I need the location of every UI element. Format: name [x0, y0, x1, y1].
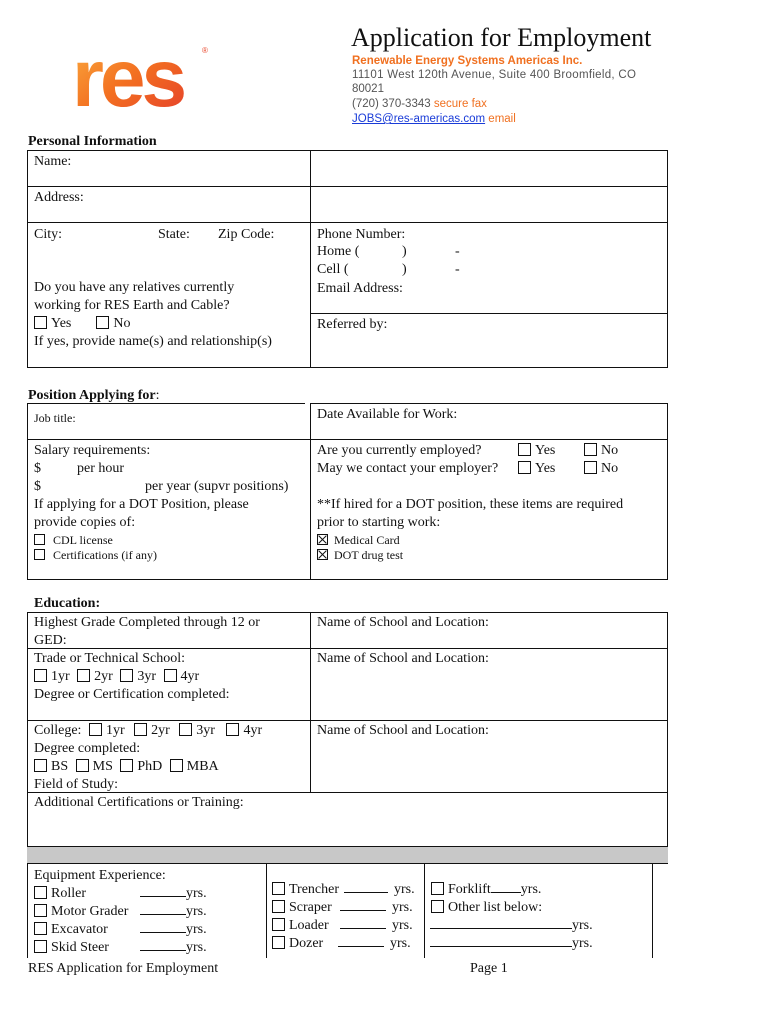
position-heading-colon: :: [155, 388, 160, 403]
employed-yes-checkbox[interactable]: [518, 443, 531, 456]
no-label: No: [601, 461, 619, 476]
roller-label: Roller: [51, 886, 86, 901]
relatives-question-1: Do you have any relatives currently: [34, 280, 235, 295]
yr4-label: 4yr: [180, 669, 200, 684]
other-2-input[interactable]: [430, 946, 572, 947]
equip-other: [431, 899, 542, 917]
yes-label: Yes: [535, 461, 556, 476]
motor-grader-label: Motor Grader: [51, 904, 129, 919]
loader-yrs-input[interactable]: [340, 928, 386, 929]
education-heading: Education:: [34, 596, 101, 611]
trencher-yrs: [344, 881, 415, 899]
dozer-yrs: [338, 935, 411, 953]
job-title-label: Job title:: [34, 411, 76, 425]
trencher-checkbox[interactable]: [272, 882, 285, 895]
position-heading-text: Position Applying for: [28, 388, 156, 403]
contact-yes-checkbox[interactable]: [518, 461, 531, 474]
excavator-label: Excavator: [51, 922, 108, 937]
other-line-1: [430, 917, 593, 935]
roller-yrs-input[interactable]: [140, 896, 186, 897]
medical-card-checkbox[interactable]: [317, 534, 328, 545]
college-2yr-checkbox[interactable]: [134, 723, 147, 736]
hs-school-location-label: Name of School and Location:: [317, 615, 489, 630]
equip-excavator: [34, 921, 108, 939]
trade-4yr-checkbox[interactable]: [164, 669, 177, 682]
drug-test-label: DOT drug test: [334, 548, 404, 562]
other-1-input[interactable]: [430, 928, 572, 929]
home-phone-label: Home (: [317, 244, 360, 259]
mba-checkbox[interactable]: [170, 759, 183, 772]
equip-forklift: [431, 881, 541, 899]
trade-years: [34, 668, 199, 686]
home-paren: ): [402, 244, 407, 259]
other-checkbox[interactable]: [431, 900, 444, 913]
equip-motor-grader: [34, 903, 128, 921]
employed-yes: [518, 442, 555, 460]
yrs-label: yrs.: [186, 940, 207, 955]
dot-required-1: **If hired for a DOT position, these items are required: [317, 497, 624, 512]
cell-phone-label: Cell (: [317, 262, 349, 277]
relatives-question-2: working for RES Earth and Cable?: [34, 298, 230, 313]
no-label: No: [113, 316, 131, 331]
salary-per-hour: [34, 460, 124, 478]
no-label: No: [601, 443, 619, 458]
yrs-label: yrs.: [186, 886, 207, 901]
trade-2yr-checkbox[interactable]: [77, 669, 90, 682]
ms-label: MS: [92, 759, 113, 774]
dollar-sign: $: [34, 461, 41, 476]
excavator-checkbox[interactable]: [34, 922, 47, 935]
field-of-study-label: Field of Study:: [34, 777, 119, 792]
name-input[interactable]: [312, 151, 666, 185]
yrs-label: yrs.: [186, 904, 207, 919]
yr2-label: 2yr: [151, 723, 170, 738]
cell-dash: -: [455, 262, 460, 277]
scraper-yrs-input[interactable]: [340, 910, 386, 911]
equip-skid-steer: [34, 939, 109, 957]
referred-label: Referred by:: [317, 317, 388, 332]
page-title: Application for Employment: [351, 23, 652, 52]
yrs-label: yrs.: [186, 922, 207, 937]
equip-roller: [34, 885, 86, 903]
dot-question-2: provide copies of:: [34, 515, 136, 530]
college-label: College:: [34, 723, 82, 738]
date-available-label: Date Available for Work:: [317, 407, 458, 422]
relatives-no-checkbox[interactable]: [96, 316, 109, 329]
phd-checkbox[interactable]: [120, 759, 133, 772]
phone-number-label: Phone Number:: [317, 227, 406, 242]
equip-scraper: [272, 899, 332, 917]
company-address-2: 80021: [352, 83, 384, 95]
college-years: [34, 722, 262, 740]
cell-paren: ): [402, 262, 407, 277]
salary-per-year: [34, 478, 288, 496]
cdl-checkbox[interactable]: [34, 534, 45, 545]
phone-value: (720) 370-3343: [352, 98, 431, 110]
relatives-question-3: If yes, provide name(s) and relationship(s): [34, 334, 272, 349]
equipment-heading: Equipment Experience:: [34, 868, 166, 883]
yr4-label: 4yr: [243, 723, 263, 738]
scraper-checkbox[interactable]: [272, 900, 285, 913]
trencher-yrs-input[interactable]: [344, 892, 388, 893]
yrs-label: yrs.: [520, 882, 542, 897]
bs-label: BS: [51, 759, 69, 774]
excavator-yrs-input[interactable]: [140, 932, 186, 933]
college-3yr-checkbox[interactable]: [179, 723, 192, 736]
registered-mark: ®: [202, 46, 208, 55]
yrs-label: yrs.: [394, 882, 415, 897]
state-label: State:: [158, 227, 190, 242]
college-4yr-checkbox[interactable]: [226, 723, 239, 736]
other-label: Other list below:: [448, 900, 543, 915]
salary-label: Salary requirements:: [34, 443, 151, 458]
ms-checkbox[interactable]: [76, 759, 89, 772]
trade-school-location-label: Name of School and Location:: [317, 651, 489, 666]
cert-option: [34, 546, 157, 564]
svg-text:res: res: [72, 38, 184, 118]
trade-1yr-checkbox[interactable]: [34, 669, 47, 682]
personal-heading: Personal Information: [28, 134, 157, 149]
yrs-label: yrs.: [572, 936, 593, 951]
yrs-label: yrs.: [572, 918, 593, 933]
yr1-label: 1yr: [105, 723, 125, 738]
email-label: email: [488, 113, 516, 125]
dot-required-2: prior to starting work:: [317, 515, 441, 530]
company-email: [352, 112, 516, 126]
zip-label: Zip Code:: [218, 227, 275, 242]
email-link[interactable]: JOBS@res-americas.com: [352, 113, 486, 125]
degree-completed-label: Degree completed:: [34, 741, 141, 756]
contact-no: [584, 460, 618, 478]
yr3-label: 3yr: [196, 723, 215, 738]
yrs-label: yrs.: [390, 936, 411, 951]
page-number: Page 1: [470, 961, 508, 976]
forklift-checkbox[interactable]: [431, 882, 444, 895]
yes-label: Yes: [51, 316, 72, 331]
employed-question: Are you currently employed?: [317, 443, 482, 458]
yes-label: Yes: [535, 443, 556, 458]
roller-checkbox[interactable]: [34, 886, 47, 899]
company-name: Renewable Energy Systems Americas Inc.: [352, 55, 583, 67]
skid-steer-yrs-input[interactable]: [140, 950, 186, 951]
footer-title: RES Application for Employment: [28, 961, 219, 976]
bs-checkbox[interactable]: [34, 759, 47, 772]
skid-steer-label: Skid Steer: [51, 940, 109, 955]
college-1yr-checkbox[interactable]: [89, 723, 102, 736]
yr1-label: 1yr: [51, 669, 70, 684]
roller-yrs: [140, 885, 207, 903]
relatives-yes-no: [34, 315, 131, 333]
gray-separator-bar: [27, 846, 668, 864]
contact-yes: [518, 460, 555, 478]
per-year-label: per year (supvr positions): [145, 479, 289, 494]
yr3-label: 3yr: [137, 669, 157, 684]
employed-no-checkbox[interactable]: [584, 443, 597, 456]
scraper-yrs: [340, 899, 413, 917]
dozer-label: Dozer: [289, 936, 324, 951]
yrs-label: yrs.: [392, 918, 413, 933]
loader-label: Loader: [289, 918, 329, 933]
scraper-label: Scraper: [289, 900, 332, 915]
loader-yrs: [340, 917, 413, 935]
mba-label: MBA: [186, 759, 219, 774]
yr2-label: 2yr: [94, 669, 113, 684]
equip-loader: [272, 917, 329, 935]
skid-steer-checkbox[interactable]: [34, 940, 47, 953]
home-dash: -: [455, 244, 460, 259]
degree-options: [34, 758, 219, 776]
employed-no: [584, 442, 618, 460]
degree-cert-label: Degree or Certification completed:: [34, 687, 230, 702]
cert-label: Certifications (if any): [53, 548, 157, 562]
company-address-1: 11101 West 120th Avenue, Suite 400 Broomfield, CO: [352, 69, 637, 81]
equip-trencher: [272, 881, 339, 899]
motor-grader-yrs-input[interactable]: [140, 914, 186, 915]
email-address-label: Email Address:: [317, 281, 403, 296]
trade-school-label: Trade or Technical School:: [34, 651, 186, 666]
phd-label: PhD: [137, 759, 163, 774]
name-label: Name:: [34, 154, 72, 169]
city-label: City:: [34, 227, 63, 242]
company-logo: [70, 38, 220, 118]
motor-grader-yrs: [140, 903, 207, 921]
additional-certs-input[interactable]: [28, 812, 666, 845]
other-line-2: [430, 935, 593, 953]
medical-card-label: Medical Card: [334, 533, 400, 547]
address-input[interactable]: [28, 187, 666, 221]
relatives-yes-checkbox[interactable]: [34, 316, 47, 329]
drug-test-option: [317, 546, 403, 564]
phone-label: secure fax: [433, 98, 487, 110]
motor-grader-checkbox[interactable]: [34, 904, 47, 917]
dozer-checkbox[interactable]: [272, 936, 285, 949]
drug-test-checkbox[interactable]: [317, 549, 328, 560]
forklift-yrs-input[interactable]: [491, 892, 521, 893]
per-hour-label: per hour: [77, 461, 125, 476]
contact-question: May we contact your employer?: [317, 461, 499, 476]
cert-checkbox[interactable]: [34, 549, 45, 560]
skid-steer-yrs: [140, 939, 207, 957]
college-location-label: Name of School and Location:: [317, 723, 489, 738]
forklift-label: Forklift: [448, 882, 491, 897]
highest-grade-label-2: GED:: [34, 633, 67, 648]
excavator-yrs: [140, 921, 207, 939]
trencher-label: Trencher: [289, 882, 340, 897]
dollar-sign: $: [34, 479, 41, 494]
address-label: Address:: [34, 190, 84, 205]
loader-checkbox[interactable]: [272, 918, 285, 931]
additional-certs-label: Additional Certifications or Training:: [34, 795, 244, 810]
contact-no-checkbox[interactable]: [584, 461, 597, 474]
cdl-label: CDL license: [53, 533, 113, 547]
highest-grade-label-1: Highest Grade Completed through 12 or: [34, 615, 260, 630]
yrs-label: yrs.: [392, 900, 413, 915]
equip-dozer: [272, 935, 323, 953]
res-logo-icon: [70, 38, 220, 118]
dot-question-1: If applying for a DOT Position, please: [34, 497, 249, 512]
trade-3yr-checkbox[interactable]: [120, 669, 133, 682]
dozer-yrs-input[interactable]: [338, 946, 384, 947]
company-phone: [352, 97, 487, 111]
